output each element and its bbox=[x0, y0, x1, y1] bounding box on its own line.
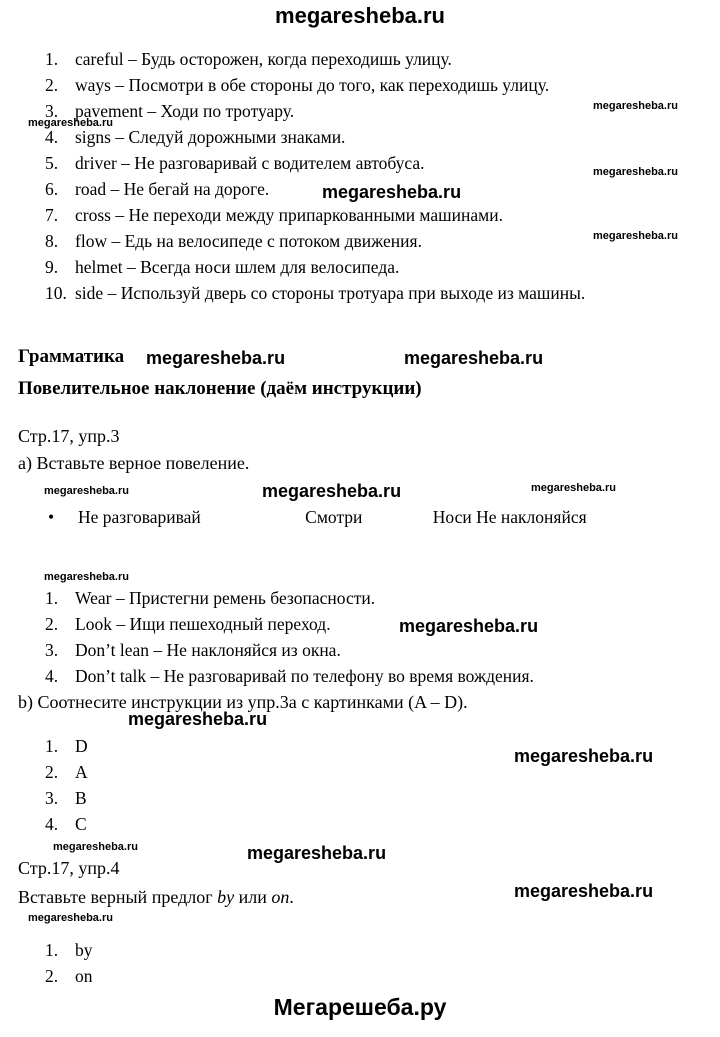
separator: – bbox=[110, 75, 129, 95]
vocab-translation: Ходи по тротуару. bbox=[160, 101, 295, 121]
answer-item bbox=[75, 963, 93, 989]
task-text: . bbox=[289, 887, 294, 907]
answer-item bbox=[75, 811, 88, 837]
ex4-answers-list bbox=[45, 937, 93, 989]
watermark: megaresheba.ru bbox=[531, 482, 616, 494]
watermark: megaresheba.ru bbox=[28, 117, 113, 129]
answer-word: Look bbox=[75, 614, 112, 634]
ex3-answers-list bbox=[45, 585, 534, 689]
watermark: megaresheba.ru bbox=[593, 100, 678, 112]
vocab-translation: Не бегай на дороге. bbox=[123, 179, 270, 199]
vocab-word: signs bbox=[75, 127, 111, 147]
answer-letter: B bbox=[75, 788, 87, 808]
task-text: Вставьте верный предлог bbox=[18, 887, 218, 907]
watermark: megaresheba.ru bbox=[514, 881, 654, 901]
ex4-task bbox=[18, 885, 294, 909]
vocab-item bbox=[75, 124, 693, 150]
vocab-translation: Не разговаривай с водителем автобуса. bbox=[134, 153, 425, 173]
vocab-item bbox=[75, 280, 693, 306]
vocab-word: side bbox=[75, 283, 104, 303]
answer-translation: Пристегни ремень безопасности. bbox=[128, 588, 376, 608]
answer-item bbox=[75, 663, 534, 689]
vocab-item bbox=[75, 202, 693, 228]
vocab-translation: Не переходи между припаркованными машинами. bbox=[128, 205, 503, 225]
answer-word: on bbox=[75, 966, 93, 986]
vocab-translation: Будь осторожен, когда переходишь улицу. bbox=[141, 49, 452, 69]
separator: – bbox=[107, 231, 125, 251]
word-bank bbox=[45, 504, 605, 531]
watermark: megaresheba.ru bbox=[514, 746, 654, 766]
separator: – bbox=[110, 127, 129, 147]
watermark: megaresheba.ru bbox=[593, 230, 678, 242]
separator: – bbox=[122, 257, 141, 277]
preposition-on: on bbox=[271, 887, 290, 907]
preposition-by: by bbox=[217, 887, 235, 907]
watermark: megaresheba.ru bbox=[28, 912, 113, 924]
answer-item bbox=[75, 585, 534, 611]
site-header: megaresheba.ru bbox=[275, 3, 445, 28]
word-bank-option: Не разговаривай bbox=[78, 507, 201, 527]
answer-item bbox=[75, 937, 93, 963]
ex4-title: Стр.17, упр.4 bbox=[18, 858, 120, 878]
answer-word: by bbox=[75, 940, 93, 960]
answer-item bbox=[75, 637, 534, 663]
separator: – bbox=[123, 49, 142, 69]
answer-letter: D bbox=[75, 736, 88, 756]
word-bank-option: Смотри bbox=[305, 507, 363, 527]
watermark: megaresheba.ru bbox=[247, 843, 387, 863]
watermark: megaresheba.ru bbox=[53, 841, 138, 853]
answer-translation: Не наклоняйся из окна. bbox=[166, 640, 341, 660]
watermark: megaresheba.ru bbox=[262, 481, 402, 501]
watermark: megaresheba.ru bbox=[44, 571, 129, 583]
answer-item bbox=[75, 759, 88, 785]
ex3-part-b: b) Соотнесите инструкции из упр.3а с картинками (A – D). bbox=[18, 692, 468, 712]
separator: – bbox=[111, 588, 129, 608]
answer-translation: Ищи пешеходный переход. bbox=[129, 614, 331, 634]
vocab-word: careful bbox=[75, 49, 124, 69]
grammar-subheading: Повелительное наклонение (даём инструкции) bbox=[18, 378, 422, 399]
separator: – bbox=[146, 666, 164, 686]
separator: – bbox=[149, 640, 167, 660]
task-text: или bbox=[234, 887, 272, 907]
vocab-word: ways bbox=[75, 75, 111, 95]
watermark: megaresheba.ru bbox=[322, 182, 462, 202]
vocab-item bbox=[75, 46, 693, 72]
grammar-heading: Грамматика bbox=[18, 346, 125, 367]
vocab-word: flow bbox=[75, 231, 108, 251]
vocab-word: pavement bbox=[75, 101, 144, 121]
separator: – bbox=[103, 283, 121, 303]
answer-word: Don’t talk bbox=[75, 666, 147, 686]
ex3-title: Стр.17, упр.3 bbox=[18, 426, 120, 446]
vocab-translation: Используй дверь со стороны тротуара при выходе из машины. bbox=[120, 283, 586, 303]
vocab-translation: Посмотри в обе стороны до того, как переходишь улицу. bbox=[128, 75, 550, 95]
answer-letter: C bbox=[75, 814, 87, 834]
vocab-translation: Всегда носи шлем для велосипеда. bbox=[140, 257, 400, 277]
watermark: megaresheba.ru bbox=[399, 616, 539, 636]
watermark: megaresheba.ru bbox=[146, 348, 286, 368]
separator: – bbox=[111, 614, 130, 634]
vocab-word: helmet bbox=[75, 257, 123, 277]
watermark: megaresheba.ru bbox=[404, 348, 544, 368]
answer-item bbox=[75, 733, 88, 759]
ex3-part-a: a) Вставьте верное повеление. bbox=[18, 453, 250, 473]
vocab-translation: Едь на велосипеде с потоком движения. bbox=[124, 231, 422, 251]
site-footer: Мегарешеба.ру bbox=[273, 994, 447, 1020]
word-bank-option: Носи bbox=[432, 507, 472, 527]
answer-word: Don’t lean bbox=[75, 640, 150, 660]
answer-item bbox=[75, 785, 88, 811]
separator: – bbox=[116, 153, 135, 173]
vocab-word: cross bbox=[75, 205, 111, 225]
watermark: megaresheba.ru bbox=[593, 166, 678, 178]
vocab-item bbox=[75, 72, 693, 98]
separator: – bbox=[110, 205, 129, 225]
vocab-word: road bbox=[75, 179, 107, 199]
answer-letter: A bbox=[75, 762, 88, 782]
answer-translation: Не разговаривай по телефону во время вождения. bbox=[163, 666, 534, 686]
separator: – bbox=[143, 101, 161, 121]
answer-word: Wear bbox=[75, 588, 112, 608]
ex3-part-b-answers bbox=[45, 733, 88, 837]
bullet-marker: • bbox=[48, 507, 55, 527]
vocab-translation: Следуй дорожными знаками. bbox=[128, 127, 346, 147]
separator: – bbox=[106, 179, 124, 199]
word-bank-option: Не наклоняйся bbox=[476, 507, 587, 527]
watermark: megaresheba.ru bbox=[44, 485, 129, 497]
vocab-item bbox=[75, 254, 693, 280]
vocab-word: driver bbox=[75, 153, 117, 173]
watermark: megaresheba.ru bbox=[128, 709, 268, 729]
